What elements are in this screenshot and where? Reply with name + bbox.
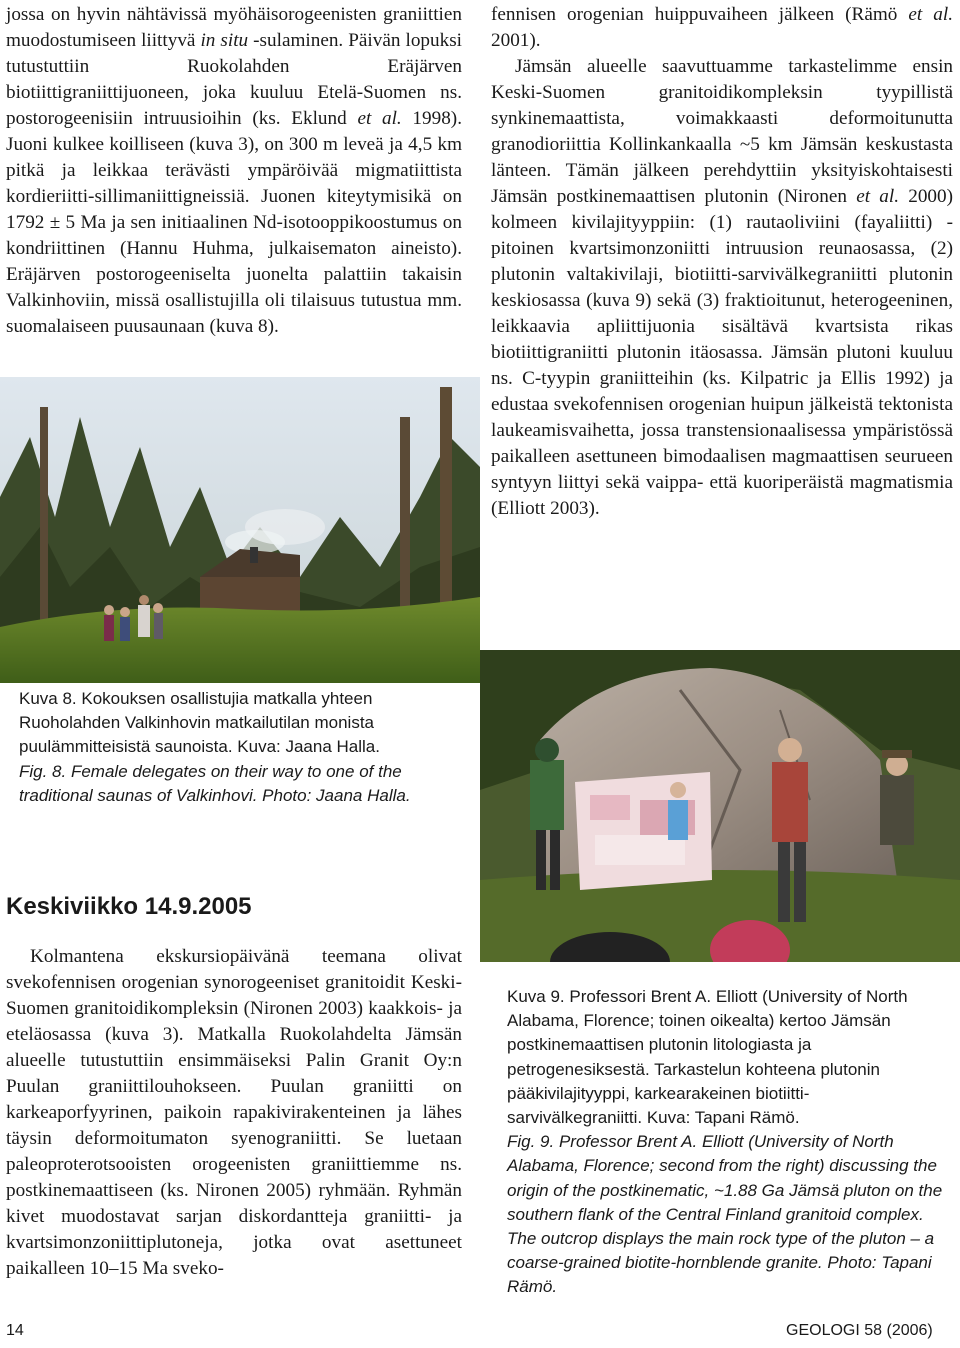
caption-figure-8	[19, 687, 464, 808]
paragraph: fennisen orogenian huippuvaiheen jälkeen (Rämö et al. 2001).	[491, 4, 953, 51]
paragraph: jossa on hyvin nähtävissä myöhäisorogeenisten graniittien muodostumiseen liittyvä in situ -sulaminen. Päivän lopuksi tutustuttiin Ruokolahden Eräjärven biotiittigraniittijuoneen, joka kuuluu Etelä-Suomen ns. postorogeenisiin intruusioihin (ks. Eklund et al. 1998). Juoni kulkee koilliseen (kuva 3), on 300 m leveä ja 4,5 km pitkä ja leikkaa terävästi ympäröivää migmatiittista kordieriitti-sillimaniittigneissiä. Juonen kiteytymisikä on 1792 ± 5 Ma ja sen initiaalinen Nd-isotooppikoostumus on kondriittinen (Hannu Huhma, julkaisematon aineisto). Eräjärven postorogeeniselta juonelta palattiin takaisin Valkinhoviin, missä osallistujilla oli tilaisuus tutustua mm. suomalaiseen puusaunaan (kuva 8).	[6, 4, 462, 337]
caption-finnish: Kuva 8. Kokouksen osallistujia matkalla yhteen Ruoholahden Valkinhovin matkailutilan monista puulämmitteisistä saunoista. Kuva: Jaana Halla.	[19, 689, 380, 757]
outcrop-photo-image	[480, 650, 960, 962]
caption-figure-9	[507, 985, 943, 1300]
paragraph: Jämsän alueelle saavuttuamme tarkastelimme ensin Keski-Suomen granitoidikompleksin tyypillistä synkinemaattista, voimakkaasti deformoitunutta granodioriittia Kollinkankaalla ~5 km Jämsän keskustasta länteen. Tämän jälkeen perehdyttiin yksityiskohtaisesti Jämsän postkinemaattisen plutonin (Nironen et al. 2000) kolmeen kivilajityyppiin: (1) rautaoliviini (fayaliitti) -pitoinen kvartsimonzoniitti intruusion reunaosassa, (2) plutonin valtakivilaji, biotiitti-sarvivälkegraniitti plutonin keskiosassa (kuva 9) sekä (3) fraktioitunut, heterogeeninen, leikkaavia apliittijuonia sisältävä kvartsista rikas biotiittigraniitti plutonin itäosassa. Jämsän plutoni kuuluu ns. C-tyypin graniitteihin (ks. Kilpatric ja Ellis 1992) ja edustaa svekofennisen orogenian huipun jälkeistä tektonista laukeamisvaihetta, jossa transtensionaalisessa ympäristössä paikalleen asettuneen bimodaalisen magmaattisen seurueen syntyyn liittyi sekä vaippa- että kuoriperäistä magmatismia (Elliott 2003).	[491, 56, 953, 519]
caption-english: Fig. 8. Female delegates on their way to one of the traditional saunas of Valkinhovi. Photo: Jaana Halla.	[19, 761, 411, 805]
caption-english: Fig. 9. Professor Brent A. Elliott (University of North Alabama, Florence; second from the right) discussing the origin of the postkinematic, ~1.88 Ga Jämsä pluton on the southern flank of the Central Finland granitoid complex. The outcrop displays the main rock type of the pluton – a coarse-grained biotite-hornblende granite. Photo: Tapani Rämö.	[507, 1132, 943, 1297]
left-column-top-text	[6, 2, 462, 340]
photo-sauna	[0, 377, 480, 683]
journal-name: GEOLOGI 58 (2006)	[786, 1322, 933, 1339]
caption-finnish: Kuva 9. Professori Brent A. Elliott (University of North Alabama, Florence; toinen oikealta) kertoo Jämsän postkinemaattisen plutonin litologiasta ja petrogenesiksestä. Tarkastelun kohteena plutonin pääkivilajityyppi, karkearakeinen biotiitti-sarvivälkegraniitti. Kuva: Tapani Rämö.	[507, 987, 908, 1128]
photo-outcrop	[480, 650, 960, 962]
section-heading: Keskiviikko 14.9.2005	[6, 893, 252, 920]
sauna-photo-image	[0, 377, 480, 683]
paragraph: Kolmantena ekskursiopäivänä teemana olivat svekofennisen orogenian synorogeeniset granitoidit Keski-Suomen granitoidikompleksin (Nironen 2003) kaakkois- ja eteläosassa (kuva 3). Matkalla Ruokolahdelta Jämsän alueelle tutustuttiin ensimmäiseksi Palin Granit Oy:n Puulan graniittilouhokseen. Puulan graniitti on karkeaporfyyrinen, paikoin rapakivirakenteinen ja lähes täysin deformoitumaton syenograniitti. Se luetaan paleoproterotsooisten orogeenisten graniittiemme ns. postkinemaattiseen (ks. Nironen 2005) ryhmään. Ryhmän kivet muodostavat sarjan diskordantteja graniitti- ja kvartsimonzoniittiplutoneja, jotka ovat asettuneet paikalleen 10–15 Ma sveko-	[6, 946, 462, 1279]
left-column-bottom-text	[6, 944, 462, 1282]
page-number: 14	[6, 1322, 24, 1339]
right-column-top-text	[491, 2, 953, 522]
